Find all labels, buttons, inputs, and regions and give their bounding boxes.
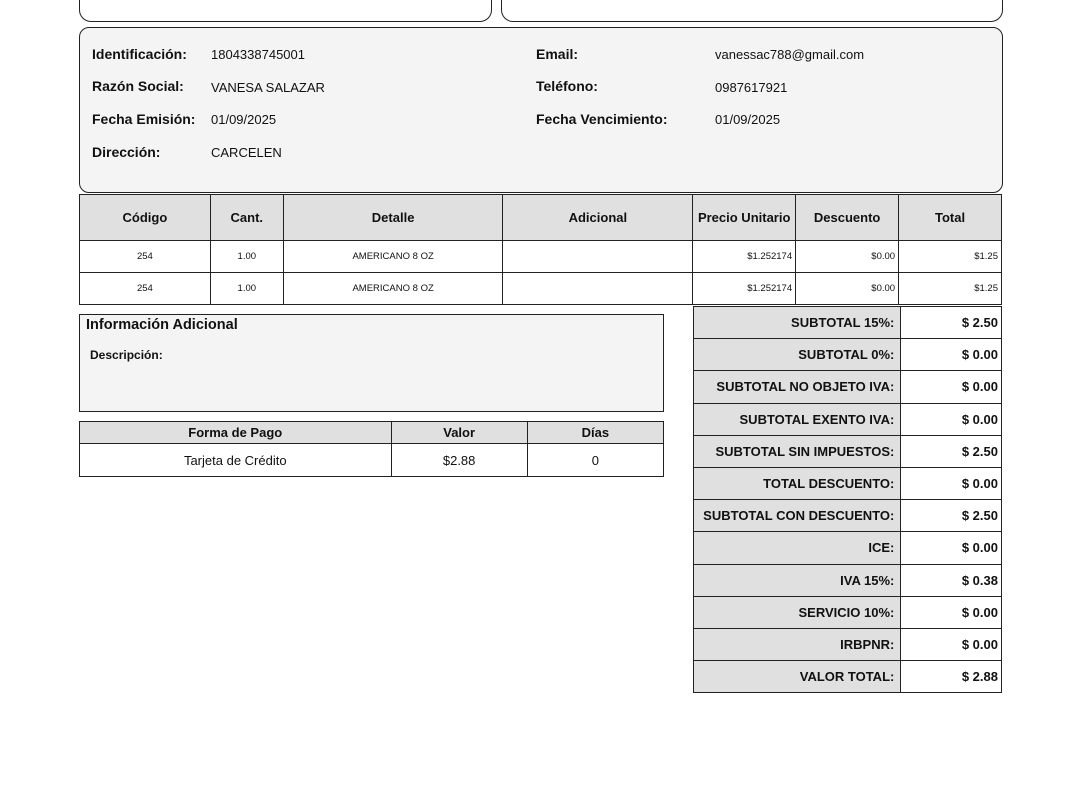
col-header-cantidad: Cant. bbox=[210, 195, 283, 241]
col-header-adicional: Adicional bbox=[503, 195, 693, 241]
additional-info-title: Información Adicional bbox=[86, 317, 238, 333]
cell-total: $1.25 bbox=[899, 241, 1002, 273]
col-header-valor: Valor bbox=[391, 422, 527, 444]
items-header-row bbox=[80, 195, 1002, 241]
table-row bbox=[80, 273, 1002, 305]
email-label: Email: bbox=[536, 46, 579, 62]
table-row bbox=[80, 241, 1002, 273]
issue-date-value: 01/09/2025 bbox=[211, 112, 277, 127]
cell-precio-unitario: $1.252174 bbox=[693, 241, 796, 273]
totals-row bbox=[694, 339, 1002, 371]
name-value: VANESA SALAZAR bbox=[211, 80, 325, 95]
totals-value: $ 0.00 bbox=[901, 596, 1002, 628]
cell-adicional bbox=[503, 241, 693, 273]
totals-value: $ 0.00 bbox=[901, 628, 1002, 660]
id-value: 1804338745001 bbox=[211, 47, 305, 62]
totals-row bbox=[694, 564, 1002, 596]
col-header-total: Total bbox=[899, 195, 1002, 241]
payment-table bbox=[79, 421, 664, 477]
totals-value: $ 0.00 bbox=[901, 467, 1002, 499]
items-table bbox=[79, 194, 1002, 305]
totals-row bbox=[694, 628, 1002, 660]
totals-value: $ 2.50 bbox=[901, 500, 1002, 532]
totals-label: SUBTOTAL SIN IMPUESTOS: bbox=[694, 435, 901, 467]
due-date-value: 01/09/2025 bbox=[715, 112, 781, 127]
header-right-box bbox=[501, 0, 1003, 22]
totals-table bbox=[693, 306, 1002, 693]
totals-value: $ 2.50 bbox=[901, 435, 1002, 467]
phone-label: Teléfono: bbox=[536, 78, 598, 94]
col-header-precio-unitario: Precio Unitario bbox=[693, 195, 796, 241]
totals-row bbox=[694, 371, 1002, 403]
col-header-forma-pago: Forma de Pago bbox=[80, 422, 392, 444]
totals-label: SUBTOTAL CON DESCUENTO: bbox=[694, 500, 901, 532]
cell-forma-pago: Tarjeta de Crédito bbox=[80, 444, 392, 477]
totals-label: SERVICIO 10%: bbox=[694, 596, 901, 628]
cell-codigo: 254 bbox=[80, 241, 211, 273]
cell-descuento: $0.00 bbox=[796, 241, 899, 273]
totals-value: $ 0.00 bbox=[901, 403, 1002, 435]
totals-label: SUBTOTAL 15%: bbox=[694, 307, 901, 339]
totals-row bbox=[694, 467, 1002, 499]
totals-value: $ 0.00 bbox=[901, 339, 1002, 371]
totals-label: ICE: bbox=[694, 532, 901, 564]
cell-precio-unitario: $1.252174 bbox=[693, 273, 796, 305]
col-header-dias: Días bbox=[527, 422, 663, 444]
table-row bbox=[80, 444, 664, 477]
totals-row bbox=[694, 435, 1002, 467]
address-label: Dirección: bbox=[92, 144, 161, 160]
cell-adicional bbox=[503, 273, 693, 305]
grand-total-value: $ 2.88 bbox=[901, 661, 1002, 693]
totals-label: SUBTOTAL NO OBJETO IVA: bbox=[694, 371, 901, 403]
name-label: Razón Social: bbox=[92, 78, 184, 94]
cell-detalle: AMERICANO 8 OZ bbox=[283, 241, 503, 273]
grand-total-row bbox=[694, 661, 1002, 693]
totals-value: $ 0.00 bbox=[901, 532, 1002, 564]
totals-label: TOTAL DESCUENTO: bbox=[694, 467, 901, 499]
cell-total: $1.25 bbox=[899, 273, 1002, 305]
address-value: CARCELEN bbox=[211, 145, 282, 160]
totals-value: $ 0.00 bbox=[901, 371, 1002, 403]
cell-codigo: 254 bbox=[80, 273, 211, 305]
additional-info-box bbox=[79, 314, 664, 412]
totals-row bbox=[694, 307, 1002, 339]
totals-value: $ 0.38 bbox=[901, 564, 1002, 596]
col-header-descuento: Descuento bbox=[796, 195, 899, 241]
totals-row bbox=[694, 596, 1002, 628]
client-info-box bbox=[79, 27, 1003, 193]
payment-header-row bbox=[80, 422, 664, 444]
cell-cantidad: 1.00 bbox=[210, 273, 283, 305]
totals-label: IRBPNR: bbox=[694, 628, 901, 660]
description-label: Descripción: bbox=[90, 348, 163, 362]
header-left-box bbox=[79, 0, 492, 22]
cell-detalle: AMERICANO 8 OZ bbox=[283, 273, 503, 305]
col-header-detalle: Detalle bbox=[283, 195, 503, 241]
cell-dias: 0 bbox=[527, 444, 663, 477]
due-date-label: Fecha Vencimiento: bbox=[536, 111, 668, 127]
totals-value: $ 2.50 bbox=[901, 307, 1002, 339]
id-label: Identificación: bbox=[92, 46, 187, 62]
col-header-codigo: Código bbox=[80, 195, 211, 241]
totals-row bbox=[694, 500, 1002, 532]
grand-total-label: VALOR TOTAL: bbox=[694, 661, 901, 693]
totals-row bbox=[694, 403, 1002, 435]
totals-row bbox=[694, 532, 1002, 564]
cell-descuento: $0.00 bbox=[796, 273, 899, 305]
phone-value: 0987617921 bbox=[715, 80, 788, 95]
cell-cantidad: 1.00 bbox=[210, 241, 283, 273]
email-value: vanessac788@gmail.com bbox=[715, 47, 865, 62]
totals-label: SUBTOTAL EXENTO IVA: bbox=[694, 403, 901, 435]
totals-label: IVA 15%: bbox=[694, 564, 901, 596]
cell-valor: $2.88 bbox=[391, 444, 527, 477]
issue-date-label: Fecha Emisión: bbox=[92, 111, 196, 127]
totals-label: SUBTOTAL 0%: bbox=[694, 339, 901, 371]
